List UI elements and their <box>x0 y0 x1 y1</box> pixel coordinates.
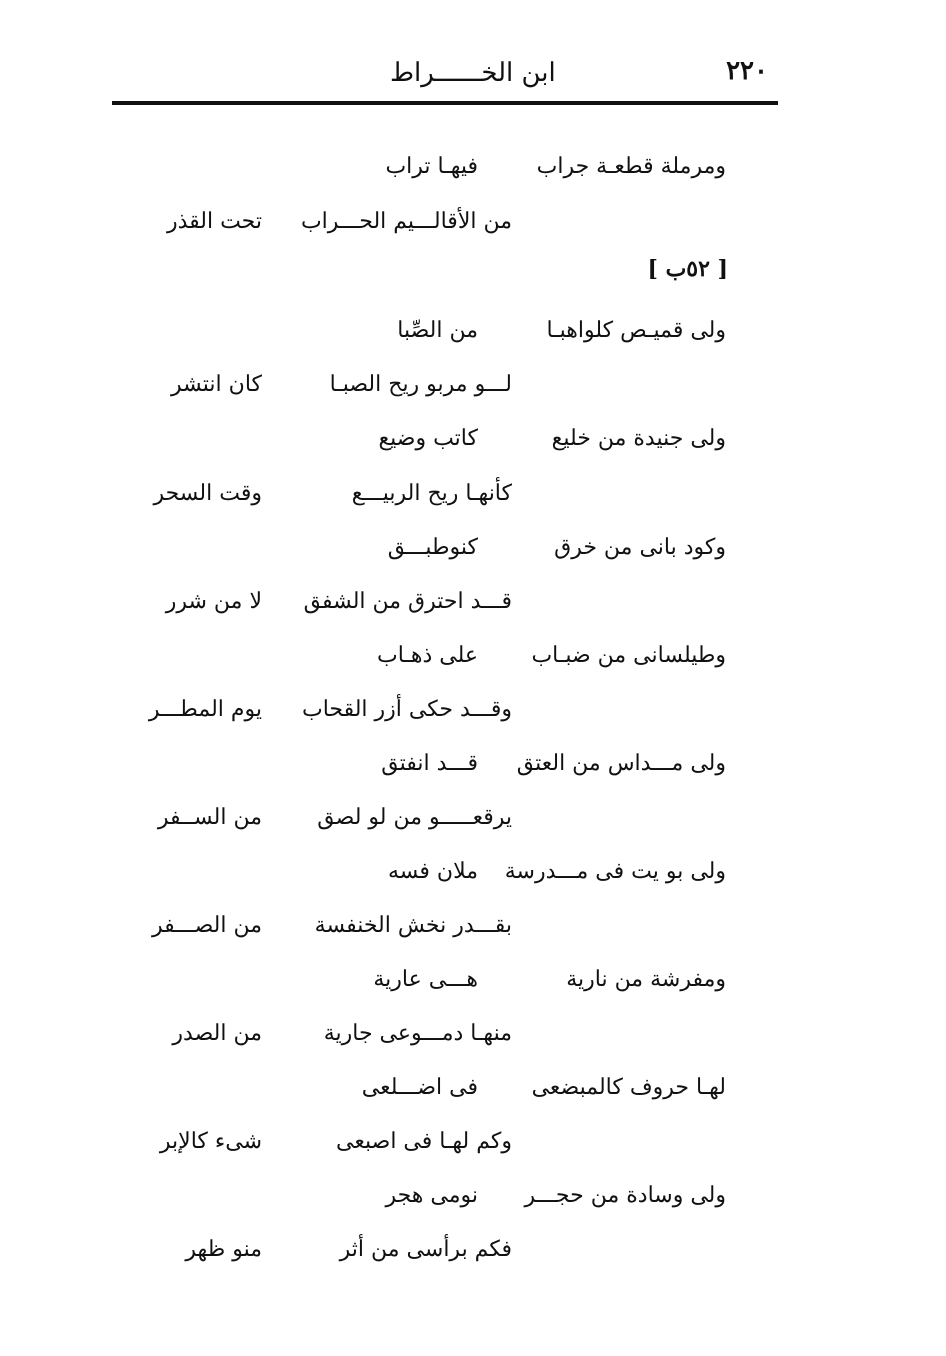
verse-second-hemistich: من الصِّبا <box>397 318 478 343</box>
verse-line <box>0 847 946 897</box>
verse-line <box>0 360 946 410</box>
verse-first-hemistich: قـــد احترق من الشفق <box>303 589 512 614</box>
page-number: ٢٢٠ <box>726 56 768 86</box>
verse-line <box>0 414 946 464</box>
verse-second-hemistich: من الصـــفر <box>151 913 262 938</box>
verse-second-hemistich: منو ظهر <box>185 1237 262 1262</box>
verse-line <box>0 197 946 247</box>
verse-first-hemistich: منهـا دمـــوعى جارية <box>323 1021 512 1046</box>
verse-first-hemistich: ولى وسادة من حجـــر <box>524 1183 726 1208</box>
verse-second-hemistich: فى اضـــلعى <box>361 1075 478 1100</box>
verse-second-hemistich: نومى هجر <box>385 1183 478 1208</box>
header-rule <box>112 101 778 105</box>
verse-line <box>0 1225 946 1275</box>
verse-line <box>0 577 946 627</box>
verse-first-hemistich: لهـا حروف كالمبضعى <box>531 1075 726 1100</box>
verse-line <box>0 469 946 519</box>
verse-line <box>0 685 946 735</box>
verse-first-hemistich: ولى مـــداس من العتق <box>516 751 726 776</box>
verse-first-hemistich: وكود بانى من خرق <box>554 535 726 560</box>
page-header <box>112 52 778 98</box>
verse-second-hemistich: من الصدر <box>172 1021 262 1046</box>
verse-first-hemistich: وقـــد حكى أزر القحاب <box>301 697 512 722</box>
verse-first-hemistich: ومفرشة من نارية <box>566 967 726 992</box>
verse-second-hemistich: هـــى عارية <box>373 967 478 992</box>
verse-first-hemistich: ولى قميـص كلواهبـا <box>546 318 726 343</box>
verse-first-hemistich: ومرملة قطعـة جراب <box>536 154 726 179</box>
verse-first-hemistich: ولى بو يت فى مـــدرسة <box>504 859 726 884</box>
verse-first-hemistich: كأنهـا ريح الربيـــع <box>351 481 512 506</box>
verse-first-hemistich: فكم برأسى من أثر <box>339 1237 512 1262</box>
verse-second-hemistich: من الســفر <box>157 805 262 830</box>
verse-second-hemistich: وقت السحر <box>153 481 262 506</box>
verse-line <box>0 1063 946 1113</box>
verse-line <box>0 901 946 951</box>
verse-line <box>0 793 946 843</box>
verse-first-hemistich: بقـــدر نخش الخنفسة <box>314 913 512 938</box>
verse-first-hemistich: وكم لهـا فى اصبعى <box>336 1129 512 1154</box>
verse-first-hemistich: يرقعـــــو من لو لصق <box>317 805 512 830</box>
folio-marker: [ ٥٢ب ] <box>647 256 728 282</box>
verse-line <box>0 955 946 1005</box>
verse-second-hemistich: يوم المطـــر <box>148 697 262 722</box>
verse-line <box>0 1117 946 1167</box>
verse-second-hemistich: قـــد انفتق <box>381 751 478 776</box>
verse-line <box>0 1171 946 1221</box>
verse-second-hemistich: ملان فسه <box>388 859 478 884</box>
verse-second-hemistich: شىء كالإبر <box>159 1129 262 1154</box>
running-title: ابن الخــــــراط <box>390 58 556 88</box>
verse-line <box>0 739 946 789</box>
verse-first-hemistich: ولى جنيدة من خليع <box>551 426 726 451</box>
verse-second-hemistich: كاتب وضيع <box>378 426 478 451</box>
verse-second-hemistich: كنوطبـــق <box>387 535 478 560</box>
verse-second-hemistich: لا من شرر <box>165 589 262 614</box>
verse-second-hemistich: تحت القذر <box>166 209 262 234</box>
verse-line <box>0 631 946 681</box>
verse-first-hemistich: لـــو مربو ريح الصبـا <box>329 372 512 397</box>
verse-line <box>0 523 946 573</box>
verse-first-hemistich: من الأقالـــيم الحـــراب <box>300 209 512 234</box>
verse-second-hemistich: كان انتشر <box>171 372 262 397</box>
verse-line <box>0 1009 946 1059</box>
verse-first-hemistich: وطيلسانى من ضبـاب <box>531 643 726 668</box>
verse-line <box>0 142 946 192</box>
verse-second-hemistich: على ذهـاب <box>377 643 478 668</box>
verse-line <box>0 306 946 356</box>
verse-second-hemistich: فيهـا تراب <box>385 154 478 179</box>
